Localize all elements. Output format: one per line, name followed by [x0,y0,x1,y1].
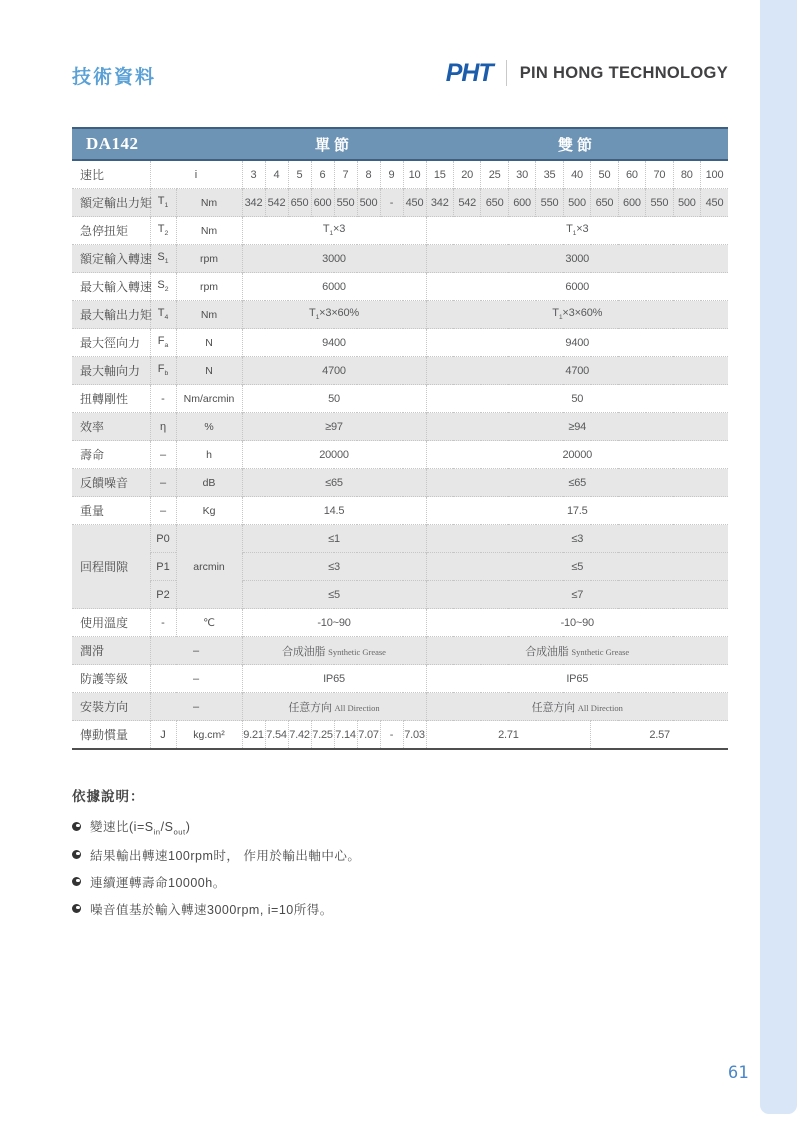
value-cell: 20000 [242,441,426,469]
value-cell: 10 [403,160,426,189]
value-cell: 542 [453,189,480,217]
value-cell: 3000 [426,245,728,273]
value-cell: 80 [673,160,700,189]
row-symbol-cell: $T_4$ [150,301,176,329]
value-cell: 7.42 [288,721,311,750]
value-cell: - [380,189,403,217]
band-section: 雙節 [426,128,728,160]
value-cell: 550 [646,189,673,217]
value-cell: 650 [288,189,311,217]
spec-row [72,385,728,413]
note-text: 連續運轉壽命10000h。 [90,875,226,890]
note-text: 變速比$(i=S_{in}/S_{out})$ [90,820,191,837]
value-cell: 450 [403,189,426,217]
value-cell: IP65 [426,665,728,693]
row-symbol-cell: $S_1$ [150,245,176,273]
value-cell: 7.54 [265,721,288,750]
value-cell: 合成油脂 Synthetic Grease [242,637,426,665]
note-bullet-icon [72,850,81,859]
row-unit-cell: ℃ [176,609,242,637]
note-bullet-icon [72,904,81,913]
value-cell: 50 [591,160,618,189]
value-cell: 7.03 [403,721,426,750]
row-symbol-cell: J [150,721,176,750]
row-label-cell: 防護等級 [72,665,150,693]
value-cell: ≤5 [426,553,728,581]
row-label-cell: 安裝方向 [72,693,150,721]
row-unit-cell: Nm/arcmin [176,385,242,413]
row-symbol-cell: – [150,497,176,525]
note-bullet-icon [72,822,81,831]
value-cell: 35 [536,160,563,189]
value-latin-caption: Synthetic Grease [328,646,386,657]
value-cell: $T_1\times 3$ [242,217,426,245]
spec-row [72,273,728,301]
value-cell: 342 [426,189,453,217]
row-symbol-cell: P2 [150,581,176,609]
row-symbol-cell: P1 [150,553,176,581]
value-cell: 2.71 [426,721,591,750]
spec-row [72,497,728,525]
brand-divider [506,60,507,86]
spec-table [72,127,728,750]
spec-row [72,721,728,750]
note-item [72,873,692,891]
spec-row [72,441,728,469]
side-accent-strip [760,0,797,1114]
row-symbol-cell: – [150,469,176,497]
value-cell: 342 [242,189,265,217]
value-cell: -10~90 [242,609,426,637]
row-symbol-cell: $T_1$ [150,189,176,217]
value-cell: 15 [426,160,453,189]
value-cell: 20000 [426,441,728,469]
row-unit-cell: Kg [176,497,242,525]
value-cell: ≤3 [426,525,728,553]
value-cell: 542 [265,189,288,217]
row-label-cell: 額定輸出力矩 [72,189,150,217]
row-symbol-cell: - [150,609,176,637]
spec-row [72,665,728,693]
spec-row [72,637,728,665]
row-label-cell: 最大軸向力 [72,357,150,385]
row-symbol-cell: - [150,385,176,413]
notes-heading: 依據說明： [72,789,145,804]
row-unit-cell: h [176,441,242,469]
value-cell: 25 [481,160,508,189]
band-section: 單節 [242,128,426,160]
row-label-cell: 速比 [80,168,105,182]
value-cell: -10~90 [426,609,728,637]
row-label-cell: 最大徑向力 [72,329,150,357]
spec-subrow [72,553,728,581]
value-cell: 20 [453,160,480,189]
value-cell: 9400 [242,329,426,357]
page-number: 61 [728,1063,749,1083]
value-latin-caption: Synthetic Grease [571,646,630,657]
spec-row [72,217,728,245]
row-symbol-cell: i [150,160,242,189]
value-cell: 合成油脂 Synthetic Grease [426,637,728,665]
notes-list [72,817,692,918]
value-cell: 650 [481,189,508,217]
value-cell: 100 [701,160,728,189]
table-band-row [72,128,728,160]
value-cell: 7 [334,160,357,189]
spec-row [72,469,728,497]
value-latin-caption: All Direction [577,702,623,713]
row-symbol-cell: – [150,637,242,665]
row-label-cell: 最大輸入轉速 [72,273,150,301]
value-cell: 14.5 [242,497,426,525]
brand-header [446,58,728,88]
row-symbol-cell: – [150,441,176,469]
value-cell: 550 [536,189,563,217]
value-cell: 6000 [426,273,728,301]
row-label-cell: 重量 [72,497,150,525]
value-cell: 4700 [242,357,426,385]
value-cell: ≤3 [242,553,426,581]
value-cell: 50 [242,385,426,413]
spec-row [72,189,728,217]
value-cell: ≥94 [426,413,728,441]
spec-row [72,245,728,273]
row-unit-cell: % [176,413,242,441]
value-cell: 500 [357,189,380,217]
notes-section [72,785,692,927]
value-cell: 9.21 [242,721,265,750]
note-bullet-icon [72,877,81,886]
spec-row [72,160,728,189]
value-cell: 600 [311,189,334,217]
row-symbol-cell: P0 [150,525,176,553]
row-label-cell: 反饋噪音 [72,469,150,497]
row-symbol-cell: – [150,665,242,693]
row-symbol-cell: – [150,693,242,721]
value-cell: 17.5 [426,497,728,525]
row-unit-cell: N [176,329,242,357]
value-cell: 8 [357,160,380,189]
page-title: 技術資料 [72,67,157,88]
value-cell: 4 [265,160,288,189]
row-unit-cell: Nm [176,189,242,217]
value-cell: 9 [380,160,403,189]
value-cell: 9400 [426,329,728,357]
value-cell: $T_1\times 3$ [426,217,728,245]
value-cell: ≤7 [426,581,728,609]
row-unit-cell: N [176,357,242,385]
value-cell: 任意方向 All Direction [426,693,728,721]
row-label-cell: 壽命 [72,441,150,469]
value-cell: ≥97 [242,413,426,441]
row-label-cell: 最大輸出力矩 [72,301,150,329]
value-cell: $T_1\times 3\times 60\%$ [426,301,728,329]
value-cell: 600 [508,189,535,217]
spec-subrow [72,581,728,609]
spec-row [72,609,728,637]
value-cell: 4700 [426,357,728,385]
row-unit-cell: Nm [176,217,242,245]
row-label-cell: 效率 [72,413,150,441]
row-symbol-cell: $F_b$ [150,357,176,385]
row-symbol-cell: η [150,413,176,441]
value-cell: 7.14 [334,721,357,750]
value-cell: 3000 [242,245,426,273]
pht-logo: PHT [445,58,493,87]
note-text: 噪音值基於輸入轉速3000rpm, i=10所得。 [90,902,333,917]
value-cell: 40 [563,160,590,189]
value-latin-caption: All Direction [334,702,380,713]
value-cell: ≤5 [242,581,426,609]
value-cell: 650 [591,189,618,217]
brand-name: PIN HONG TECHNOLOGY [519,63,728,82]
value-cell: 500 [673,189,700,217]
value-cell: 6000 [242,273,426,301]
value-cell: IP65 [242,665,426,693]
note-item [72,846,692,864]
note-text: 結果輸出轉速100rpm时， 作用於輸出軸中心。 [90,848,361,863]
note-item [72,817,692,837]
value-cell: $T_1\times 3\times 60\%$ [242,301,426,329]
row-symbol-cell: $F_a$ [150,329,176,357]
row-label-cell: 回程間隙 [72,525,150,609]
value-cell: 450 [701,189,728,217]
value-cell: ≤65 [426,469,728,497]
value-cell: 60 [618,160,645,189]
row-label-cell: 扭轉剛性 [72,385,150,413]
band-model: DA142 [72,128,242,160]
spec-row [72,413,728,441]
spec-row [72,693,728,721]
spec-row [72,357,728,385]
row-label-cell: 傳動慣量 [72,721,150,750]
note-item [72,900,692,918]
row-symbol-cell: $S_2$ [150,273,176,301]
row-unit-cell: kg.cm² [176,721,242,750]
value-cell: 任意方向 All Direction [242,693,426,721]
value-cell: 550 [334,189,357,217]
value-cell: 2.57 [591,721,728,750]
row-unit-cell: arcmin [176,525,242,609]
value-cell: ≤65 [242,469,426,497]
row-symbol-cell: $T_2$ [150,217,176,245]
value-cell: 5 [288,160,311,189]
value-cell: 7.07 [357,721,380,750]
value-cell: 70 [646,160,673,189]
row-label-cell: 額定輸入轉速 [72,245,150,273]
row-unit-cell: Nm [176,301,242,329]
value-cell: 50 [426,385,728,413]
value-cell: 7.25 [311,721,334,750]
value-cell: 30 [508,160,535,189]
row-unit-cell: dB [176,469,242,497]
row-unit-cell: rpm [176,245,242,273]
row-label-cell: 潤滑 [72,637,150,665]
value-cell: - [380,721,403,750]
row-unit-cell: rpm [176,273,242,301]
value-cell: ≤1 [242,525,426,553]
value-cell: 600 [618,189,645,217]
value-cell: 6 [311,160,334,189]
row-label-cell: 使用溫度 [72,609,150,637]
spec-row [72,329,728,357]
spec-row [72,301,728,329]
spec-subrow [72,525,728,553]
row-label-cell: 急停扭矩 [72,217,150,245]
value-cell: 3 [242,160,265,189]
value-cell: 500 [563,189,590,217]
